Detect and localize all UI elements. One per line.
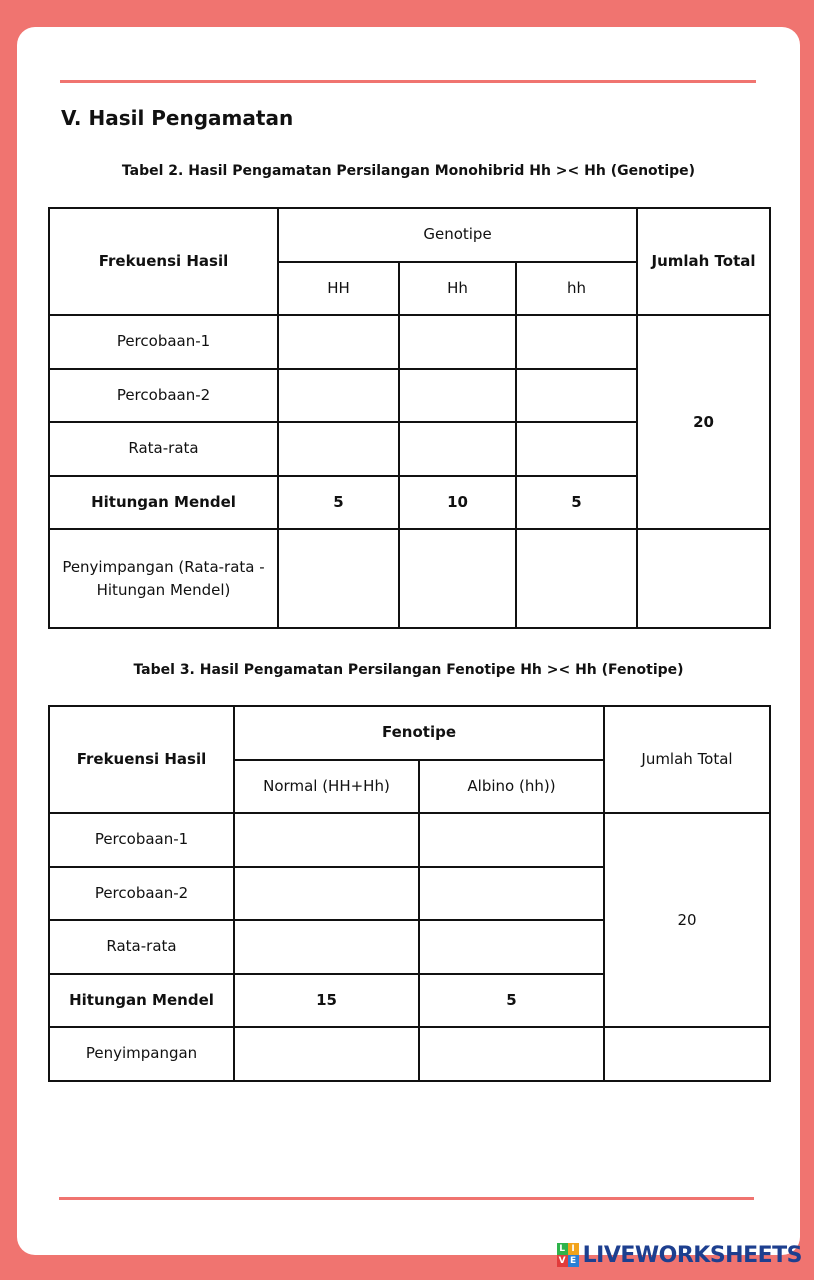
input-cell[interactable] — [278, 529, 399, 628]
row-header-label: Frekuensi Hasil — [49, 208, 278, 315]
input-cell[interactable] — [516, 529, 637, 628]
row-label: Percobaan-1 — [49, 315, 278, 369]
table2-caption: Tabel 2. Hasil Pengamatan Persilangan Monohibrid Hh >< Hh (Genotipe) — [121, 163, 696, 179]
table-row — [49, 529, 770, 628]
genotype-table — [48, 207, 771, 629]
input-cell[interactable] — [234, 920, 419, 974]
table-row — [49, 813, 770, 867]
input-cell[interactable] — [516, 369, 637, 423]
row-label: Percobaan-1 — [49, 813, 234, 867]
input-cell[interactable] — [419, 920, 604, 974]
row-label: Penyimpangan (Rata-rata - Hitungan Mendel) — [49, 529, 278, 628]
col-header-albino: Albino (hh)) — [419, 760, 604, 814]
row-label: Percobaan-2 — [49, 369, 278, 423]
input-cell[interactable] — [399, 315, 516, 369]
row-label: Hitungan Mendel — [49, 974, 234, 1028]
top-divider — [60, 80, 756, 83]
live-logo-icon: L I V E — [557, 1243, 579, 1267]
phenotype-table — [48, 705, 771, 1082]
genotype-group-header: Genotipe — [278, 208, 637, 262]
input-cell[interactable] — [516, 315, 637, 369]
row-label: Hitungan Mendel — [49, 476, 278, 530]
input-cell[interactable] — [399, 369, 516, 423]
total-value: 20 — [637, 315, 770, 529]
row-label: Percobaan-2 — [49, 867, 234, 921]
col-header-Hh: Hh — [399, 262, 516, 316]
section-title: V. Hasil Pengamatan — [61, 106, 294, 130]
row-label: Rata-rata — [49, 920, 234, 974]
table-row — [49, 1027, 770, 1081]
input-cell[interactable] — [399, 422, 516, 476]
mendel-value: 5 — [419, 974, 604, 1028]
col-header-normal: Normal (HH+Hh) — [234, 760, 419, 814]
table3-caption: Tabel 3. Hasil Pengamatan Persilangan Fenotipe Hh >< Hh (Fenotipe) — [133, 662, 684, 678]
bottom-divider — [59, 1197, 754, 1200]
input-cell[interactable] — [419, 813, 604, 867]
input-cell[interactable] — [419, 1027, 604, 1081]
row-header-label: Frekuensi Hasil — [49, 706, 234, 813]
input-cell[interactable] — [278, 315, 399, 369]
mendel-value: 5 — [516, 476, 637, 530]
input-cell[interactable] — [278, 422, 399, 476]
total-value: 20 — [604, 813, 770, 1027]
input-cell[interactable] — [399, 529, 516, 628]
input-cell[interactable] — [419, 867, 604, 921]
brand-name: LIVEWORKSHEETS — [582, 1242, 802, 1268]
table-row — [49, 315, 770, 369]
mendel-value: 15 — [234, 974, 419, 1028]
liveworksheets-logo[interactable] — [557, 1240, 802, 1270]
input-cell[interactable] — [234, 1027, 419, 1081]
col-header-hh: hh — [516, 262, 637, 316]
input-cell[interactable] — [604, 1027, 770, 1081]
mendel-value: 10 — [399, 476, 516, 530]
row-label: Rata-rata — [49, 422, 278, 476]
col-header-HH: HH — [278, 262, 399, 316]
total-header: Jumlah Total — [637, 208, 770, 315]
input-cell[interactable] — [278, 369, 399, 423]
input-cell[interactable] — [516, 422, 637, 476]
mendel-value: 5 — [278, 476, 399, 530]
phenotype-group-header: Fenotipe — [234, 706, 604, 760]
row-label: Penyimpangan — [49, 1027, 234, 1081]
input-cell[interactable] — [234, 813, 419, 867]
input-cell[interactable] — [234, 867, 419, 921]
input-cell[interactable] — [637, 529, 770, 628]
total-header: Jumlah Total — [604, 706, 770, 813]
